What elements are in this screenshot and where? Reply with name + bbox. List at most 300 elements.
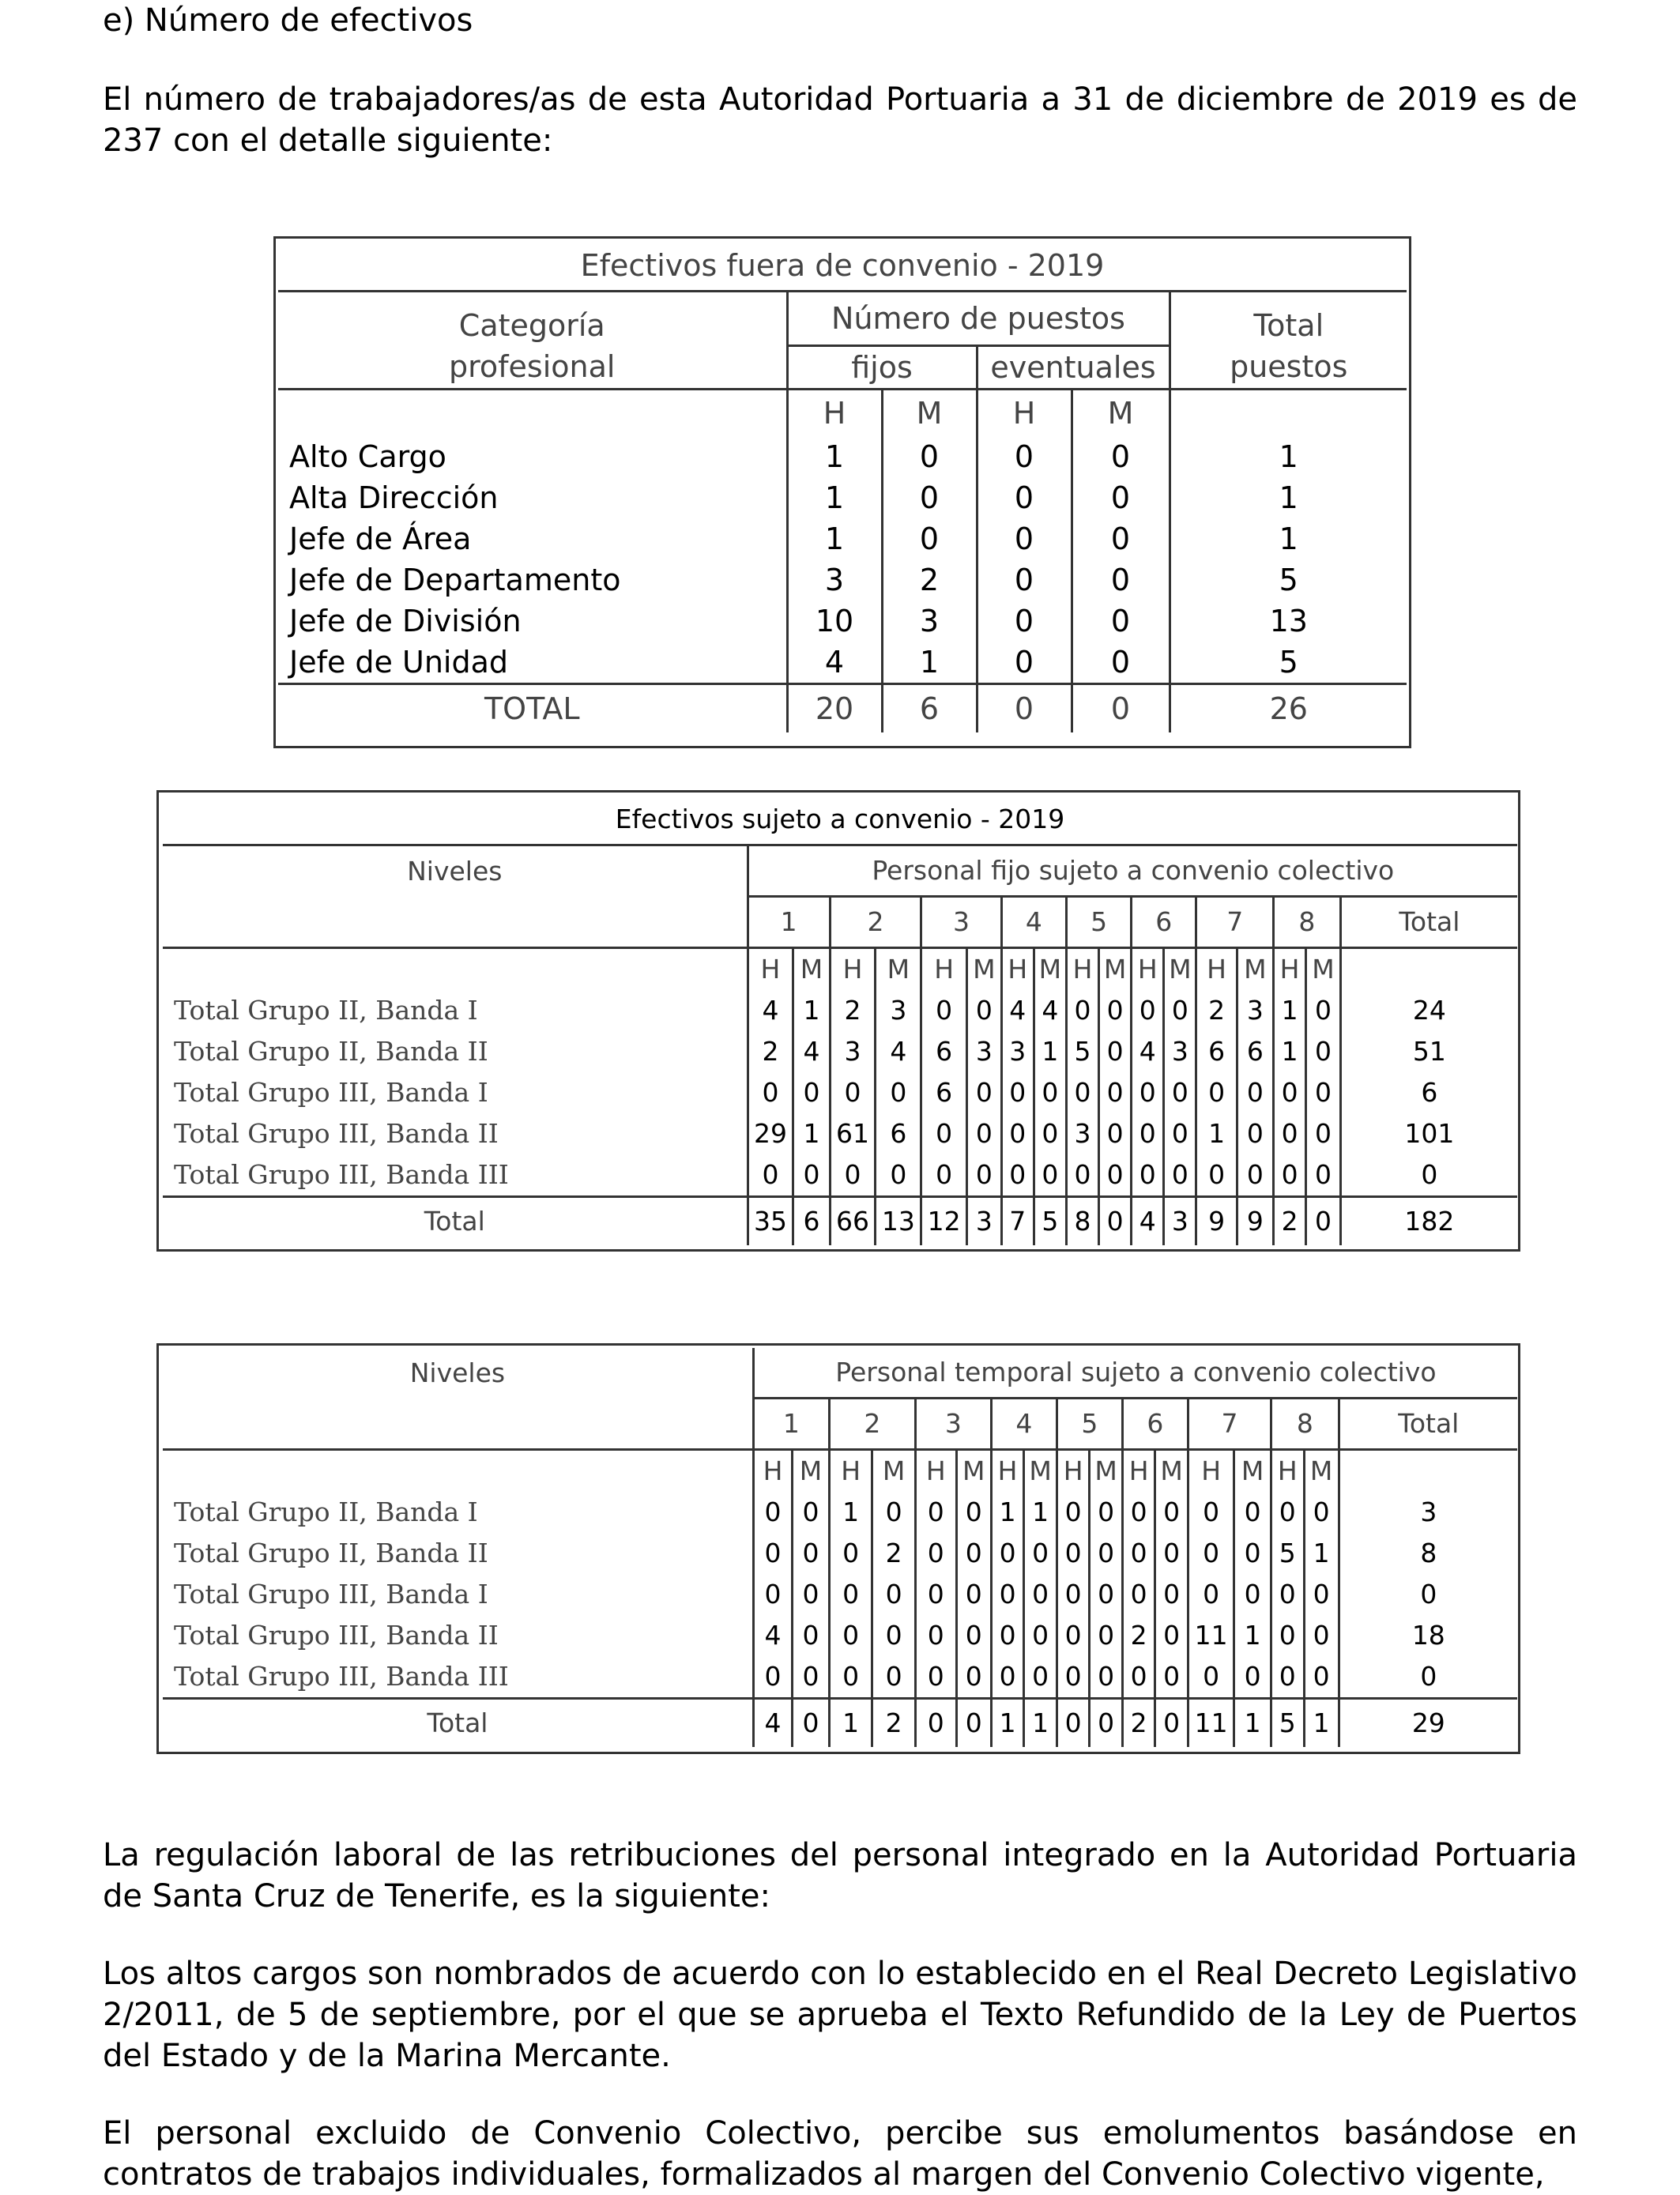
table2-level-4: 4 (1001, 897, 1066, 948)
table3-cell: 0 (1090, 1615, 1123, 1656)
table2-cell: 0 (1196, 1072, 1237, 1113)
table2-cell: 0 (967, 990, 1002, 1031)
table2-cell: 0 (1237, 1113, 1273, 1154)
table3-cell: 0 (829, 1615, 872, 1656)
table3-total-cell: 1 (991, 1699, 1024, 1748)
table2-hm: M (1034, 948, 1066, 991)
table3-cell: 2 (872, 1533, 915, 1574)
table2-cell: 0 (1001, 1154, 1034, 1197)
table2-cell: 0 (1034, 1072, 1066, 1113)
table1-total-fm: 6 (882, 684, 977, 733)
table3-total-cell: 1 (1234, 1699, 1271, 1748)
table3-cell: 0 (991, 1533, 1024, 1574)
table2-cell: 0 (1274, 1113, 1306, 1154)
table2-col-levels: Niveles (163, 845, 748, 948)
table2-cell: 3 (1001, 1031, 1034, 1072)
table2-cell: 0 (830, 1072, 876, 1113)
table3-row-total: 8 (1420, 1538, 1437, 1568)
table3-cell: 0 (753, 1533, 792, 1574)
table2-total-cell: 13 (876, 1197, 921, 1246)
table2-total-cell: 8 (1066, 1197, 1098, 1246)
table3-cell: 0 (1155, 1492, 1188, 1533)
table3-cell: 0 (829, 1574, 872, 1615)
table3-hm: M (1024, 1450, 1057, 1493)
table3-cell: 1 (829, 1492, 872, 1533)
table3-total-label: Total (163, 1699, 753, 1748)
table3-level-5: 5 (1057, 1399, 1122, 1450)
table3-cell: 1 (1304, 1533, 1339, 1574)
table2-row-total: 6 (1421, 1077, 1438, 1108)
table1-col-number: Número de puestos (787, 292, 1170, 346)
table1-cell-fm: 0 (882, 477, 977, 518)
table1-cell-eh: 0 (977, 642, 1072, 684)
table3-col-group: Personal temporal sujeto a convenio colectivo (753, 1348, 1517, 1399)
table3-cell: 0 (1024, 1615, 1057, 1656)
table2-cell: 0 (1132, 990, 1164, 1031)
table2-total-cell: 9 (1196, 1197, 1237, 1246)
table3-hm: M (1304, 1450, 1339, 1493)
table3-total-cell: 1 (1304, 1699, 1339, 1748)
table2-cell: 0 (1306, 1154, 1341, 1197)
table2-row (163, 990, 1517, 1031)
table3-cell: 0 (1057, 1656, 1090, 1699)
table2-level-3: 3 (921, 897, 1001, 948)
table3-cell: 0 (1155, 1615, 1188, 1656)
table2-hm: M (793, 948, 830, 991)
table2-row-label: Total Grupo III, Banda I (163, 1072, 748, 1113)
table2-col-group: Personal fijo sujeto a convenio colectivo (748, 845, 1517, 897)
table2-total-cell: 35 (748, 1197, 793, 1246)
table3-level-8: 8 (1271, 1399, 1339, 1450)
table3-hm: H (1122, 1450, 1155, 1493)
table2-cell: 0 (1066, 1154, 1098, 1197)
table1-row (278, 642, 1407, 684)
table1-total-em: 0 (1072, 684, 1170, 733)
table3-total-cell: 0 (793, 1699, 830, 1748)
table2-hm: H (1001, 948, 1034, 991)
table3-hm: M (872, 1450, 915, 1493)
table3-cell: 0 (915, 1656, 956, 1699)
table1-cell-fm: 0 (882, 518, 977, 559)
table2-cell: 0 (1196, 1154, 1237, 1197)
table2-cell: 0 (1164, 1072, 1196, 1113)
table3-cell: 0 (915, 1615, 956, 1656)
table3-cell: 0 (753, 1492, 792, 1533)
table2-hm: H (1196, 948, 1237, 991)
table2-cell: 0 (1066, 990, 1098, 1031)
table2-cell: 0 (921, 1154, 967, 1197)
table1-cell-fh: 4 (787, 642, 882, 684)
table3-cell: 0 (793, 1615, 830, 1656)
table3-cell: 0 (1090, 1574, 1123, 1615)
intro-paragraph: El número de trabajadores/as de esta Autoridad Portuaria a 31 de diciembre de 2019 es de 237 con el detalle siguiente: (103, 81, 1577, 159)
table3-total-cell: 0 (1155, 1699, 1188, 1748)
table3-cell: 0 (915, 1492, 956, 1533)
table2-total-row (163, 1197, 1517, 1246)
table3-total-cell: 1 (1024, 1699, 1057, 1748)
table1-total-eh: 0 (977, 684, 1072, 733)
table3-total-total: 29 (1339, 1699, 1517, 1748)
table3-cell: 0 (1155, 1533, 1188, 1574)
table3-row (163, 1574, 1517, 1615)
table1-cell-total: 13 (1269, 604, 1308, 638)
table1-col-fijos: fijos (787, 346, 977, 390)
table1-cell-em: 0 (1072, 436, 1170, 477)
table3-cell: 0 (1271, 1574, 1305, 1615)
table2-cell: 0 (793, 1072, 830, 1113)
table2-cell: 4 (876, 1031, 921, 1072)
table1-cell-em: 0 (1072, 518, 1170, 559)
table3-cell: 0 (956, 1533, 991, 1574)
table3-cell: 0 (956, 1492, 991, 1533)
table3-cell: 0 (1122, 1656, 1155, 1699)
paragraph-regulacion: La regulación laboral de las retribuciones del personal integrado en la Autoridad Portuaria de Santa Cruz de Tenerife, es la siguiente: (103, 1837, 1577, 1915)
table1-cell-fh: 1 (787, 518, 882, 559)
table3-hm: H (753, 1450, 792, 1493)
table2-cell: 2 (748, 1031, 793, 1072)
table1-cell-name: Jefe de Área (278, 518, 787, 559)
table1-cell-fm: 2 (882, 559, 977, 601)
table2-cell: 0 (1164, 1154, 1196, 1197)
table2-row (163, 1072, 1517, 1113)
table3-cell: 0 (753, 1574, 792, 1615)
table2-cell: 0 (967, 1154, 1002, 1197)
table3-cell: 1 (1234, 1615, 1271, 1656)
table3-col-total: Total (1339, 1399, 1517, 1450)
paragraph-altos-cargos: Los altos cargos son nombrados de acuerdo con lo establecido en el Real Decreto Legislativo 2/2011, de 5 de septiembre, por el que se aprueba el Texto Refundido de la Ley de Puertos del Estado y de la Marina Mercante. (103, 1956, 1577, 2074)
table3-level-7: 7 (1188, 1399, 1271, 1450)
table2-cell: 0 (1164, 1113, 1196, 1154)
table3-row (163, 1656, 1517, 1699)
table3-row-label: Total Grupo II, Banda II (163, 1533, 753, 1574)
table2-cell: 0 (1034, 1113, 1066, 1154)
table2-cell: 0 (1001, 1072, 1034, 1113)
table3-cell: 0 (872, 1656, 915, 1699)
table3-cell: 0 (1234, 1533, 1271, 1574)
table3-total-cell: 1 (829, 1699, 872, 1748)
table3-cell: 0 (793, 1656, 830, 1699)
table2-cell: 1 (1274, 1031, 1306, 1072)
table3-cell: 0 (793, 1533, 830, 1574)
table2-row-label: Total Grupo III, Banda III (163, 1154, 748, 1197)
table1-cell-fm: 0 (882, 436, 977, 477)
table2-cell: 0 (1237, 1072, 1273, 1113)
table3-cell: 0 (915, 1574, 956, 1615)
table1-cell-fh: 1 (787, 436, 882, 477)
table3-level-2: 2 (829, 1399, 915, 1450)
table3-cell: 0 (1188, 1492, 1234, 1533)
table3-cell: 0 (1057, 1533, 1090, 1574)
table2-cell: 3 (1237, 990, 1273, 1031)
table3-cell: 0 (793, 1574, 830, 1615)
table3-row (163, 1615, 1517, 1656)
table2-cell: 0 (1132, 1154, 1164, 1197)
table3-hm: H (829, 1450, 872, 1493)
table1-h: H (977, 390, 1072, 437)
table3-level-4: 4 (991, 1399, 1057, 1450)
table2-hm: H (1132, 948, 1164, 991)
table2-cell: 0 (967, 1113, 1002, 1154)
table3-row-total: 18 (1411, 1620, 1445, 1651)
table2-cell: 4 (1034, 990, 1066, 1031)
table2-row-total: 101 (1404, 1118, 1455, 1149)
table1-row (278, 601, 1407, 642)
table-sujeto-convenio (163, 795, 1517, 1245)
table1-cell-em: 0 (1072, 477, 1170, 518)
table1-cell-total: 1 (1279, 480, 1298, 515)
table3-cell: 0 (1304, 1492, 1339, 1533)
table2-cell: 0 (921, 990, 967, 1031)
table1-m: M (882, 390, 977, 437)
table3-cell: 0 (1234, 1656, 1271, 1699)
table3-cell: 0 (753, 1656, 792, 1699)
table2-cell: 61 (830, 1113, 876, 1154)
table3-cell: 0 (829, 1533, 872, 1574)
table1-cell-name: Jefe de División (278, 601, 787, 642)
table2-cell: 0 (830, 1154, 876, 1197)
table2-title: Efectivos sujeto a convenio - 2019 (163, 795, 1517, 845)
table1-cell-total: 5 (1279, 563, 1298, 597)
table2-level-6: 6 (1132, 897, 1196, 948)
table3-cell: 0 (1090, 1533, 1123, 1574)
table-temporal-convenio (163, 1348, 1517, 1747)
table2-cell: 0 (1099, 1113, 1132, 1154)
table3-cell: 0 (956, 1615, 991, 1656)
table2-cell: 0 (1099, 1031, 1132, 1072)
table3-hm: M (1234, 1450, 1271, 1493)
table3-cell: 4 (753, 1615, 792, 1656)
table1-cell-total: 1 (1279, 521, 1298, 556)
table1-cell-fh: 1 (787, 477, 882, 518)
table2-level-5: 5 (1066, 897, 1131, 948)
table2-row-total: 0 (1421, 1159, 1438, 1190)
table2-hm: M (876, 948, 921, 991)
table2-cell: 3 (1066, 1113, 1098, 1154)
table3-hm: H (1057, 1450, 1090, 1493)
table3-cell: 0 (991, 1574, 1024, 1615)
table3-cell: 1 (1024, 1492, 1057, 1533)
table2-col-total: Total (1340, 897, 1517, 948)
table2-cell: 6 (921, 1031, 967, 1072)
table3-total-cell: 2 (872, 1699, 915, 1748)
table1-title: Efectivos fuera de convenio - 2019 (278, 241, 1407, 292)
table2-hm: H (748, 948, 793, 991)
table3-total-cell: 4 (753, 1699, 792, 1748)
table3-hm: M (1155, 1450, 1188, 1493)
table3-total-row (163, 1699, 1517, 1748)
table3-total-cell: 0 (1057, 1699, 1090, 1748)
table2-cell: 0 (1306, 990, 1341, 1031)
table2-cell: 6 (1196, 1031, 1237, 1072)
table1-cell-eh: 0 (977, 477, 1072, 518)
table2-cell: 3 (830, 1031, 876, 1072)
table2-hm: M (1237, 948, 1273, 991)
table2-hm: H (921, 948, 967, 991)
table1-m: M (1072, 390, 1170, 437)
table2-cell: 0 (1132, 1113, 1164, 1154)
table2-cell: 3 (1164, 1031, 1196, 1072)
table3-row-total: 3 (1420, 1497, 1437, 1527)
table3-row-total: 0 (1420, 1579, 1437, 1610)
table2-cell: 1 (1034, 1031, 1066, 1072)
table3-cell: 0 (872, 1574, 915, 1615)
table3-cell: 0 (1234, 1492, 1271, 1533)
table1-row (278, 518, 1407, 559)
table3-hm: H (1188, 1450, 1234, 1493)
table3-cell: 0 (991, 1656, 1024, 1699)
table2-row (163, 1113, 1517, 1154)
table2-total-cell: 9 (1237, 1197, 1273, 1246)
table3-cell: 5 (1271, 1533, 1305, 1574)
table2-cell: 0 (1099, 1154, 1132, 1197)
table2-cell: 4 (748, 990, 793, 1031)
table2-cell: 0 (748, 1154, 793, 1197)
table3-cell: 0 (872, 1492, 915, 1533)
table2-cell: 0 (1034, 1154, 1066, 1197)
table2-total-cell: 3 (1164, 1197, 1196, 1246)
table1-col-eventuales: eventuales (977, 346, 1170, 390)
table3-cell: 0 (1271, 1492, 1305, 1533)
table3-cell: 0 (956, 1656, 991, 1699)
table3-row (163, 1533, 1517, 1574)
table3-hm: H (991, 1450, 1024, 1493)
table1-col-category: Categoría (278, 292, 787, 346)
table3-cell: 0 (1155, 1656, 1188, 1699)
table1-h: H (787, 390, 882, 437)
table2-total-label: Total (163, 1197, 748, 1246)
table3-cell: 0 (1271, 1615, 1305, 1656)
table3-cell: 0 (1271, 1656, 1305, 1699)
section-heading: e) Número de efectivos (103, 2, 473, 39)
table2-cell: 0 (876, 1154, 921, 1197)
table1-total-fh: 20 (787, 684, 882, 733)
table3-cell: 0 (1188, 1533, 1234, 1574)
table3-level-1: 1 (753, 1399, 829, 1450)
table3-cell: 0 (1304, 1615, 1339, 1656)
table2-total-cell: 7 (1001, 1197, 1034, 1246)
table1-cell-total: 1 (1279, 439, 1298, 474)
table2-level-8: 8 (1274, 897, 1341, 948)
table2-cell: 0 (1306, 1031, 1341, 1072)
table2-row-label: Total Grupo III, Banda II (163, 1113, 748, 1154)
table1-cell-total: 5 (1279, 645, 1298, 680)
table3-hm: M (1090, 1450, 1123, 1493)
table2-hm: H (1066, 948, 1098, 991)
table2-cell: 0 (1274, 1072, 1306, 1113)
table3-cell: 0 (1122, 1533, 1155, 1574)
table2-total-cell: 0 (1306, 1197, 1341, 1246)
table3-cell: 0 (1155, 1574, 1188, 1615)
table3-row (163, 1492, 1517, 1533)
table2-cell: 1 (793, 990, 830, 1031)
table2-total-cell: 6 (793, 1197, 830, 1246)
table2-cell: 0 (876, 1072, 921, 1113)
table3-hm: H (915, 1450, 956, 1493)
table2-cell: 0 (1237, 1154, 1273, 1197)
table2-cell: 1 (1196, 1113, 1237, 1154)
table3-row-label: Total Grupo III, Banda II (163, 1615, 753, 1656)
table2-cell: 4 (1132, 1031, 1164, 1072)
table3-cell: 0 (1024, 1533, 1057, 1574)
table3-cell: 0 (1057, 1574, 1090, 1615)
table2-cell: 1 (1274, 990, 1306, 1031)
table1-row (278, 559, 1407, 601)
table3-cell: 2 (1122, 1615, 1155, 1656)
table2-total-cell: 66 (830, 1197, 876, 1246)
table3-cell: 0 (1057, 1615, 1090, 1656)
table2-row-total: 24 (1412, 995, 1446, 1026)
table3-cell: 0 (1122, 1574, 1155, 1615)
table2-row (163, 1031, 1517, 1072)
table3-cell: 0 (1304, 1656, 1339, 1699)
table3-total-cell: 5 (1271, 1699, 1305, 1748)
table3-cell: 0 (1304, 1574, 1339, 1615)
table1-cell-name: Jefe de Departamento (278, 559, 787, 601)
table2-total-cell: 0 (1099, 1197, 1132, 1246)
table2-cell: 0 (1132, 1072, 1164, 1113)
table3-total-cell: 11 (1188, 1699, 1234, 1748)
table1-row (278, 436, 1407, 477)
table3-cell: 0 (1188, 1656, 1234, 1699)
table3-level-3: 3 (915, 1399, 991, 1450)
table1-cell-name: Alta Dirección (278, 477, 787, 518)
table1-col-total: Total (1253, 307, 1324, 343)
table3-cell: 0 (1122, 1492, 1155, 1533)
table2-total-cell: 2 (1274, 1197, 1306, 1246)
table2-cell: 0 (1164, 990, 1196, 1031)
table2-cell: 2 (830, 990, 876, 1031)
table3-total-cell: 2 (1122, 1699, 1155, 1748)
table3-hm: M (793, 1450, 830, 1493)
table2-cell: 0 (1099, 1072, 1132, 1113)
table2-cell: 5 (1066, 1031, 1098, 1072)
table3-cell: 0 (1090, 1492, 1123, 1533)
table3-cell: 0 (1188, 1574, 1234, 1615)
table3-cell: 0 (872, 1615, 915, 1656)
table2-cell: 3 (967, 1031, 1002, 1072)
table3-col-levels: Niveles (163, 1348, 753, 1450)
table2-cell: 4 (793, 1031, 830, 1072)
table3-cell: 0 (956, 1574, 991, 1615)
table2-hm: M (1164, 948, 1196, 991)
table3-row-total: 0 (1420, 1661, 1437, 1692)
table2-row (163, 1154, 1517, 1197)
table1-cell-em: 0 (1072, 559, 1170, 601)
table1-cell-fm: 1 (882, 642, 977, 684)
table2-cell: 3 (876, 990, 921, 1031)
table1-cell-name: Alto Cargo (278, 436, 787, 477)
table2-cell: 0 (793, 1154, 830, 1197)
table2-cell: 0 (1099, 990, 1132, 1031)
table1-cell-fh: 10 (787, 601, 882, 642)
table3-cell: 0 (1090, 1656, 1123, 1699)
table2-cell: 0 (967, 1072, 1002, 1113)
table3-row-label: Total Grupo III, Banda I (163, 1574, 753, 1615)
table1-cell-eh: 0 (977, 518, 1072, 559)
table2-hm: M (1306, 948, 1341, 991)
table2-hm: H (1274, 948, 1306, 991)
table3-cell: 0 (1057, 1492, 1090, 1533)
table3-cell: 0 (1024, 1574, 1057, 1615)
table2-cell: 4 (1001, 990, 1034, 1031)
table2-cell: 2 (1196, 990, 1237, 1031)
table-fuera-convenio (278, 241, 1407, 732)
table2-row-label: Total Grupo II, Banda II (163, 1031, 748, 1072)
table2-cell: 0 (1066, 1072, 1098, 1113)
table2-level-7: 7 (1196, 897, 1274, 948)
table3-hm: H (1271, 1450, 1305, 1493)
table1-cell-eh: 0 (977, 601, 1072, 642)
